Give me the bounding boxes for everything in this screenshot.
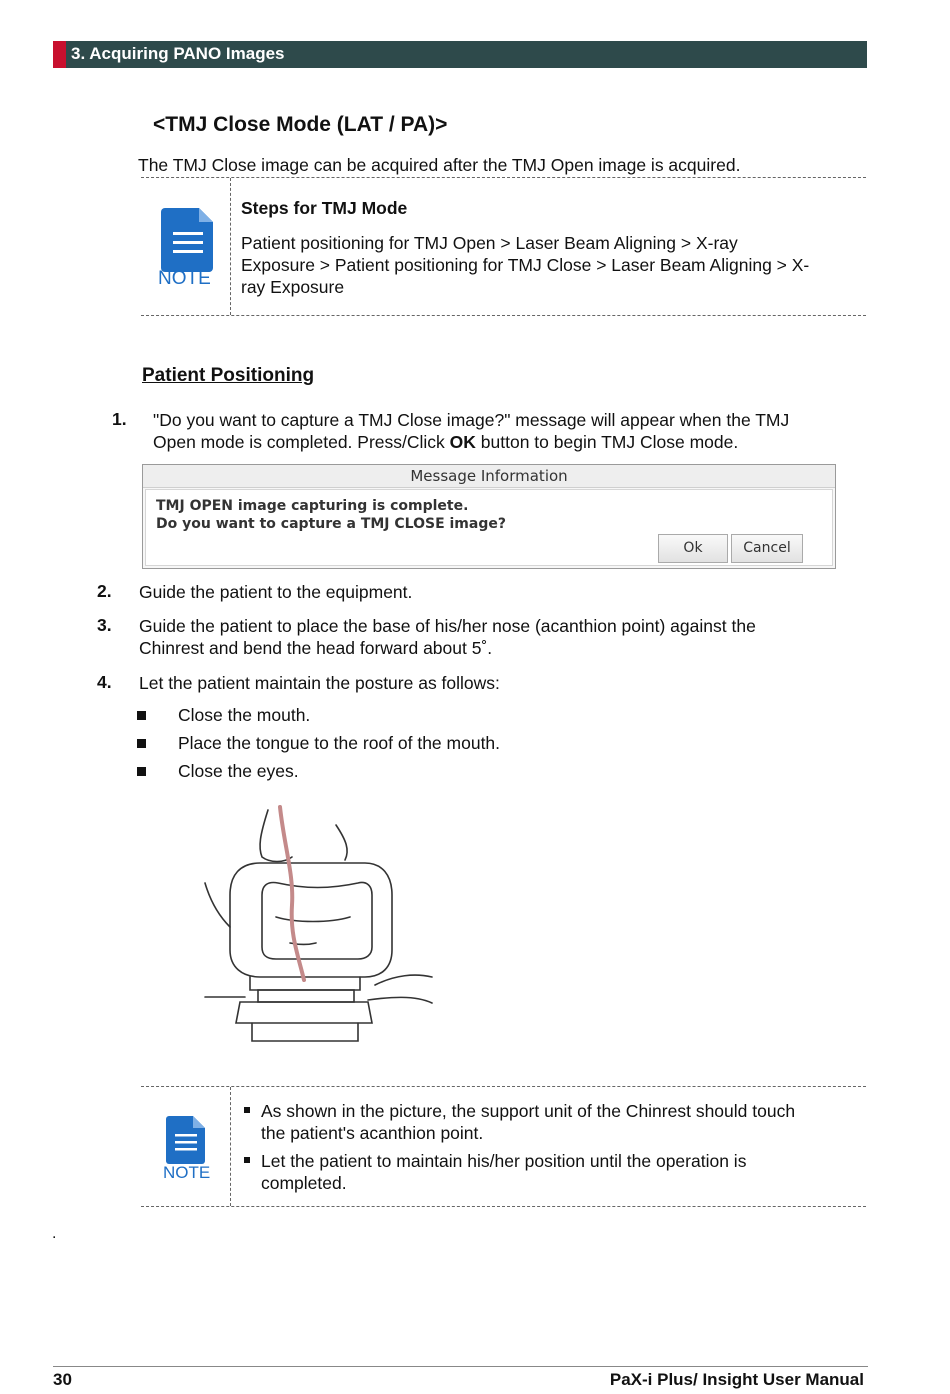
- footer-divider: [53, 1366, 868, 1367]
- cancel-button[interactable]: Cancel: [731, 534, 803, 563]
- step-text: Guide the patient to place the base of his/her nose (acanthion point) against the: [139, 616, 756, 636]
- step-text: Chinrest and bend the head forward about 5˚.: [139, 638, 493, 658]
- note-body-line: ray Exposure: [241, 277, 345, 297]
- note-box-steps: [141, 177, 866, 316]
- note-divider: [230, 178, 231, 315]
- dialog-message-line: TMJ OPEN image capturing is complete.: [156, 498, 469, 514]
- bullet-square: [137, 739, 146, 748]
- page-number: 30: [53, 1370, 72, 1389]
- stray-dot: .: [52, 1225, 57, 1242]
- step-number: 4.: [97, 672, 112, 692]
- bullet-square: [137, 711, 146, 720]
- note-box-chinrest: [141, 1086, 866, 1207]
- manual-title: PaX-i Plus/ Insight User Manual: [609, 1370, 864, 1389]
- ok-button[interactable]: Ok: [658, 534, 728, 563]
- note-icon-label: NOTE: [163, 1163, 211, 1182]
- note-body-line: completed.: [261, 1173, 347, 1193]
- dialog-body: [145, 489, 833, 566]
- page-title: <TMJ Close Mode (LAT / PA)>: [153, 113, 448, 136]
- note-body-line: Let the patient to maintain his/her position until the operation is: [261, 1151, 747, 1171]
- message-dialog: [142, 464, 836, 569]
- step-text: [153, 431, 738, 453]
- step-text-part: button to begin TMJ Close mode.: [475, 432, 739, 452]
- note-divider: [230, 1087, 231, 1206]
- section-header-accent: [53, 41, 66, 68]
- subheading-patient-positioning: Patient Positioning: [142, 365, 315, 386]
- note-heading: Steps for TMJ Mode: [241, 198, 408, 218]
- chinrest-illustration: [200, 805, 440, 1055]
- posture-item: Place the tongue to the roof of the mouth.: [178, 733, 501, 753]
- note-body-line: the patient's acanthion point.: [261, 1123, 484, 1143]
- note-body-line: As shown in the picture, the support unit of the Chinrest should touch: [261, 1101, 796, 1121]
- note-icon-label: NOTE: [158, 268, 211, 289]
- intro-text: The TMJ Close image can be acquired after the TMJ Open image is acquired.: [138, 155, 741, 175]
- posture-item: Close the mouth.: [178, 705, 311, 725]
- bullet-square: [244, 1107, 250, 1113]
- posture-item: Close the eyes.: [178, 761, 299, 781]
- note-body-line: Patient positioning for TMJ Open > Laser Beam Aligning > X-ray: [241, 233, 738, 253]
- bullet-square: [137, 767, 146, 776]
- bullet-square: [244, 1157, 250, 1163]
- dialog-title: Message Information: [143, 465, 835, 488]
- note-body-line: Exposure > Patient positioning for TMJ Close > Laser Beam Aligning > X-: [241, 255, 810, 275]
- dialog-message-line: Do you want to capture a TMJ CLOSE image?: [156, 516, 506, 532]
- step-text: Let the patient maintain the posture as follows:: [139, 673, 500, 693]
- step-text: "Do you want to capture a TMJ Close image?" message will appear when the TMJ: [153, 410, 790, 430]
- step-text: Guide the patient to the equipment.: [139, 582, 413, 602]
- step-number: 3.: [97, 615, 112, 635]
- step-number: 1.: [112, 409, 127, 429]
- section-header-title: 3. Acquiring PANO Images: [71, 44, 285, 63]
- step-number: 2.: [97, 581, 112, 601]
- step-text-part: Open mode is completed. Press/Click: [153, 432, 450, 452]
- ok-emphasis: OK: [449, 432, 476, 452]
